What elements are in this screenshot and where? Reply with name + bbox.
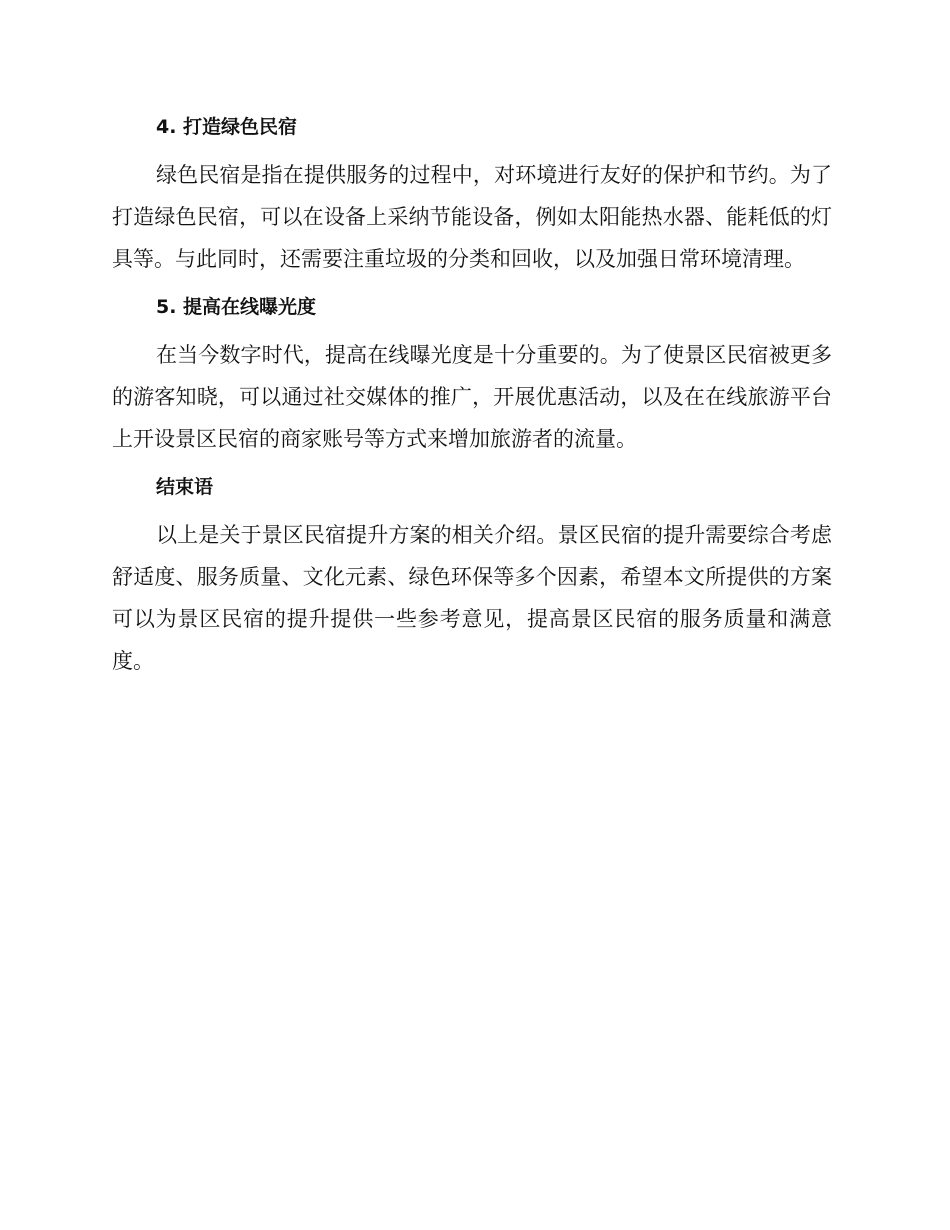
section-heading-conclusion: 结束语 xyxy=(156,476,214,498)
section-paragraph-online-exposure: 在当今数字时代，提高在线曝光度是十分重要的。为了使景区民宿被更多的游客知晓，可以通过社交媒体的推广，开展优惠活动，以及在在线旅游平台上开设景区民宿的商家账号等方式来增加旅游者的流量。 xyxy=(112,343,832,451)
section-heading-online-exposure: 5. 提高在线曝光度 xyxy=(156,296,317,318)
section-heading-green-homestay: 4. 打造绿色民宿 xyxy=(156,116,298,138)
section-paragraph-conclusion: 以上是关于景区民宿提升方案的相关介绍。景区民宿的提升需要综合考虑舒适度、服务质量、文化元素、绿色环保等多个因素，希望本文所提供的方案可以为景区民宿的提升提供一些参考意见，提高景区民宿的服务质量和满意度。 xyxy=(112,523,832,673)
section-paragraph-green-homestay: 绿色民宿是指在提供服务的过程中，对环境进行友好的保护和节约。为了打造绿色民宿，可以在设备上采纳节能设备，例如太阳能热水器、能耗低的灯具等。与此同时，还需要注重垃圾的分类和回收，以及加强日常环境清理。 xyxy=(112,163,832,271)
document-body xyxy=(112,112,832,694)
